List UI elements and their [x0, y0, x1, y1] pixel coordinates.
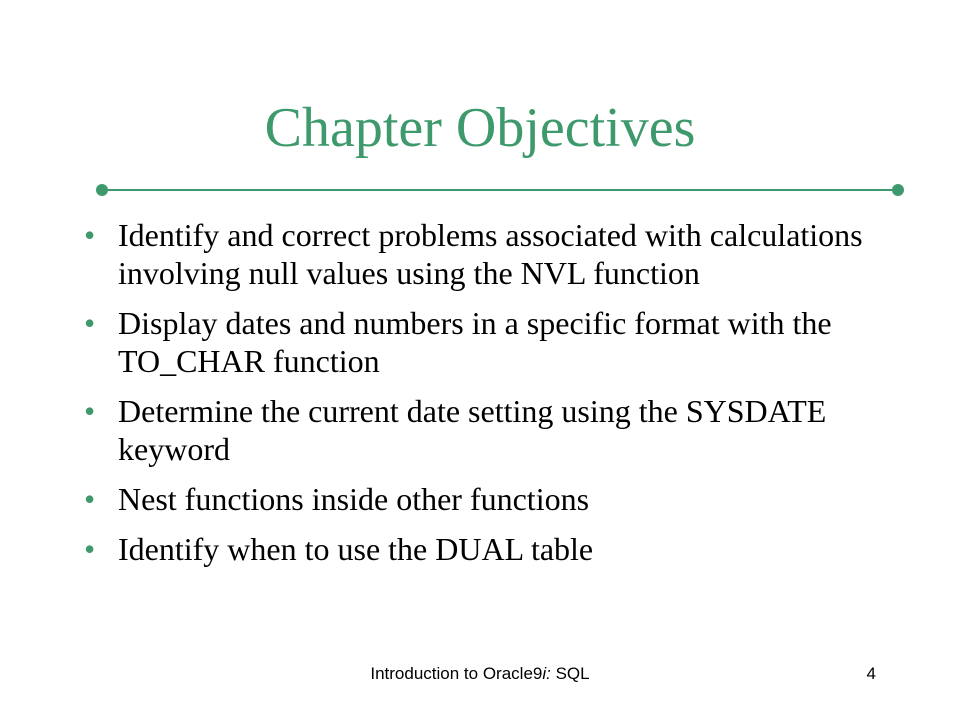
objective-text: Display dates and numbers in a specific format with the TO_CHAR function [118, 305, 832, 379]
divider-left-dot-icon [96, 184, 108, 196]
slide-title: Chapter Objectives [264, 97, 696, 159]
objectives-list [78, 216, 878, 580]
objective-text: Determine the current date setting using the SYSDATE keyword [118, 393, 827, 467]
bullet-icon: • [84, 217, 96, 253]
objective-text: Identify when to use the DUAL table [118, 531, 594, 567]
objective-text: Nest functions inside other functions [118, 481, 590, 517]
objective-item [78, 304, 878, 380]
objective-item [78, 392, 878, 468]
objective-item [78, 480, 878, 518]
bullet-icon: • [84, 481, 96, 517]
divider-line [101, 189, 899, 191]
footer-italic: i: [542, 664, 551, 683]
bullet-icon: • [84, 393, 96, 429]
bullet-icon: • [84, 531, 96, 567]
footer-prefix: Introduction to Oracle9 [370, 664, 543, 683]
title-divider [96, 184, 904, 196]
bullet-icon: • [84, 305, 96, 341]
objective-item [78, 216, 878, 292]
objective-item [78, 530, 878, 568]
footer-suffix: SQL [550, 664, 590, 683]
footer-course-title [0, 664, 960, 684]
objective-text: Identify and correct problems associated with calculations involving null values using the NVL function [118, 217, 863, 291]
page-number: 4 [866, 664, 876, 683]
divider-right-dot-icon [892, 184, 904, 196]
